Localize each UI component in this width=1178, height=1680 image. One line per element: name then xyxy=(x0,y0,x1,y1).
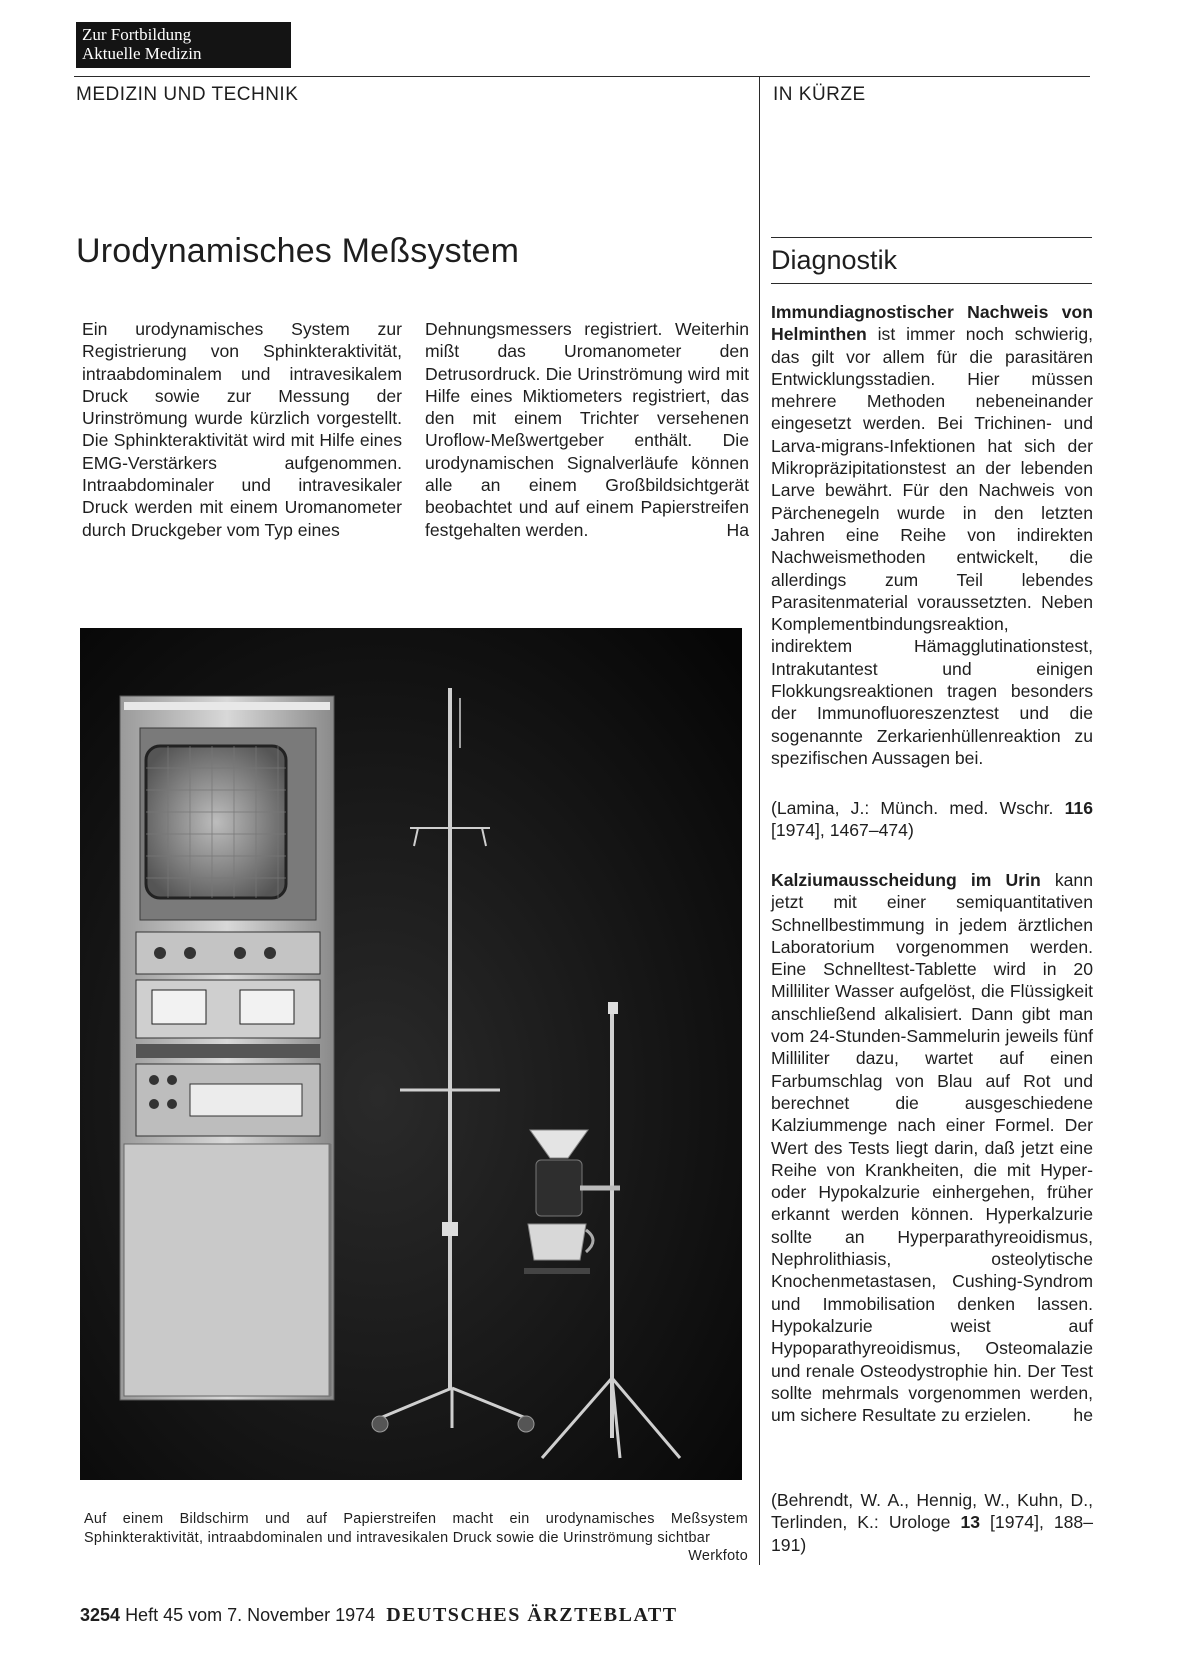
ref-1-volume: 116 xyxy=(1064,798,1093,818)
badge-line-2: Aktuelle Medizin xyxy=(82,44,202,63)
article-column-1: Ein urodynamisches System zur Registrierung von Sphinkteraktivität, intraabdominalem und intravesikalem Druck sowie zur Messung der Urinströmung wurde kürzlich vorgestellt. Die Sphinkteraktivität wird mit Hilfe eines EMG-Verstärkers aufgenommen. Intraabdominaler und intravesikaler Druck werden mit einem Uromanometer durch Druckgeber vom Typ eines xyxy=(82,319,402,540)
sidebar-item-1-lead: Immundiagnostischer Nachweis von Helminthen xyxy=(771,302,1093,345)
ref-1-source: (Lamina, J.: Münch. med. Wschr. xyxy=(771,798,1054,818)
sidebar-item-1-reference xyxy=(771,797,1093,842)
sidebar-rule-top xyxy=(771,237,1092,238)
sidebar-item-kalzium xyxy=(771,869,1093,1426)
masthead: DEUTSCHES ÄRZTEBLATT xyxy=(386,1604,678,1626)
issue-line: Heft 45 vom 7. November 1974 xyxy=(125,1605,376,1625)
sidebar-heading: Diagnostik xyxy=(771,245,898,275)
page-footer xyxy=(80,1604,678,1627)
ref-2-volume: 13 xyxy=(960,1512,981,1533)
article-title: Urodynamisches Meßsystem xyxy=(76,232,520,270)
photo-caption xyxy=(84,1510,748,1566)
sidebar-item-2-reference xyxy=(771,1489,1093,1556)
section-badge xyxy=(76,22,291,68)
badge-line-1: Zur Fortbildung xyxy=(82,25,192,44)
sidebar-item-1-text: ist immer noch schwierig, das gilt vor allem für die parasitären Entwicklungsstadien. Hier müssen mehrere Methoden nebeneinander eingesetzt werden. Bei Trichinen- und Larva-migrans-Infektionen hat sich der Mikropräzipitationstest an der lebenden Larve bewährt. Für den Nachweis von Pärchenegeln wurde in den letzten Jahren eine Reihe von indirekten Nachweismethoden entwickelt, die allerdings zum Teil lebendes Parasitenmaterial voraussetzten. Neben Komplementbindungsreaktion, indirektem Hämagglutinationstest, Intrakutantest und einigen Flokkungsreaktionen tragen besonders der Immunofluoreszenztest und die sogenannte Zerkarienhüllenreaktion zu spezifischen Aussagen bei. xyxy=(771,324,1093,768)
article-column-2-text: Dehnungsmessers registriert. Weiterhin mißt das Uromanometer den Detrusordruck. Die Urinströmung wird mit Hilfe eines Miktiometers registriert, das den mit einem Trichter versehenen Uroflow-Meßwertgeber enthält. Die urodynamischen Signalverläufe können alle an einem Großbildsichtgerät beobachtet und auf einem Papierstreifen festgehalten werden. xyxy=(425,319,749,540)
article-signature: Ha xyxy=(726,519,749,540)
sidebar-rule-bottom xyxy=(771,283,1092,284)
column-divider xyxy=(759,76,760,1565)
top-rule xyxy=(74,76,1090,77)
ref-2-source: (Behrendt, W. A., Hennig, W., Kuhn, D., Terlinden, K.: Urologe xyxy=(771,1490,1093,1533)
section-label-right: IN KÜRZE xyxy=(773,84,866,105)
equipment-photo xyxy=(80,628,742,1480)
ref-1-pages: [1974], 1467–474) xyxy=(771,820,914,841)
instrument-cabinet xyxy=(120,696,334,1400)
caption-text: Auf einem Bildschirm und auf Papierstreifen macht ein urodynamisches Meßsystem Sphinkteraktivität, intraabdominalen und intravesikalen Druck sowie die Urinströmung sichtbar xyxy=(84,1511,748,1546)
page-number: 3254 xyxy=(80,1605,121,1625)
sidebar-item-helminthen xyxy=(771,301,1093,769)
sidebar-item-2-text: kann jetzt mit einer semiquantitativen Schnellbestimmung in jedem ärztlichen Laboratorium vorgenommen werden. Eine Schnelltest-Tablette wird in 20 Milliliter Wasser aufgelöst, die Flüssigkeit anschließend alkalisiert. Dann gibt man vom 24-Stunden-Sammelurin jeweils fünf Milliliter dazu, wartet auf einen Farbumschlag von Blau auf Rot und berechnet die ausgeschiedene Kalziummenge nach einer Formel. Der Wert des Tests liegt darin, daß jetzt eine Reihe von Krankheiten, die mit Hyper- oder Hypokalzurie einhergehen, früher erkannt werden können. Hyperkalzurie sollte an Hyperparathyreoidismus, Nephrolithiasis, osteolytische Knochenmetastasen, Cushing-Syndrom und Immobilisation denken lassen. Hypokalzurie weist auf Hypoparathyreoidismus, Osteomalazie und renale Osteodystrophie hin. Der Test sollte mehrmals vorgenommen werden, um sichere Resultate zu erzielen. xyxy=(771,870,1093,1426)
section-label-left: MEDIZIN UND TECHNIK xyxy=(76,84,299,105)
photo-credit: Werkfoto xyxy=(688,1548,748,1564)
sidebar-item-2-signature: he xyxy=(1073,1405,1093,1426)
ref-2-pages: [1974], 188–191) xyxy=(771,1512,1093,1555)
sidebar-item-2-lead: Kalziumausscheidung im Urin xyxy=(771,870,1041,890)
article-column-2 xyxy=(425,318,749,541)
